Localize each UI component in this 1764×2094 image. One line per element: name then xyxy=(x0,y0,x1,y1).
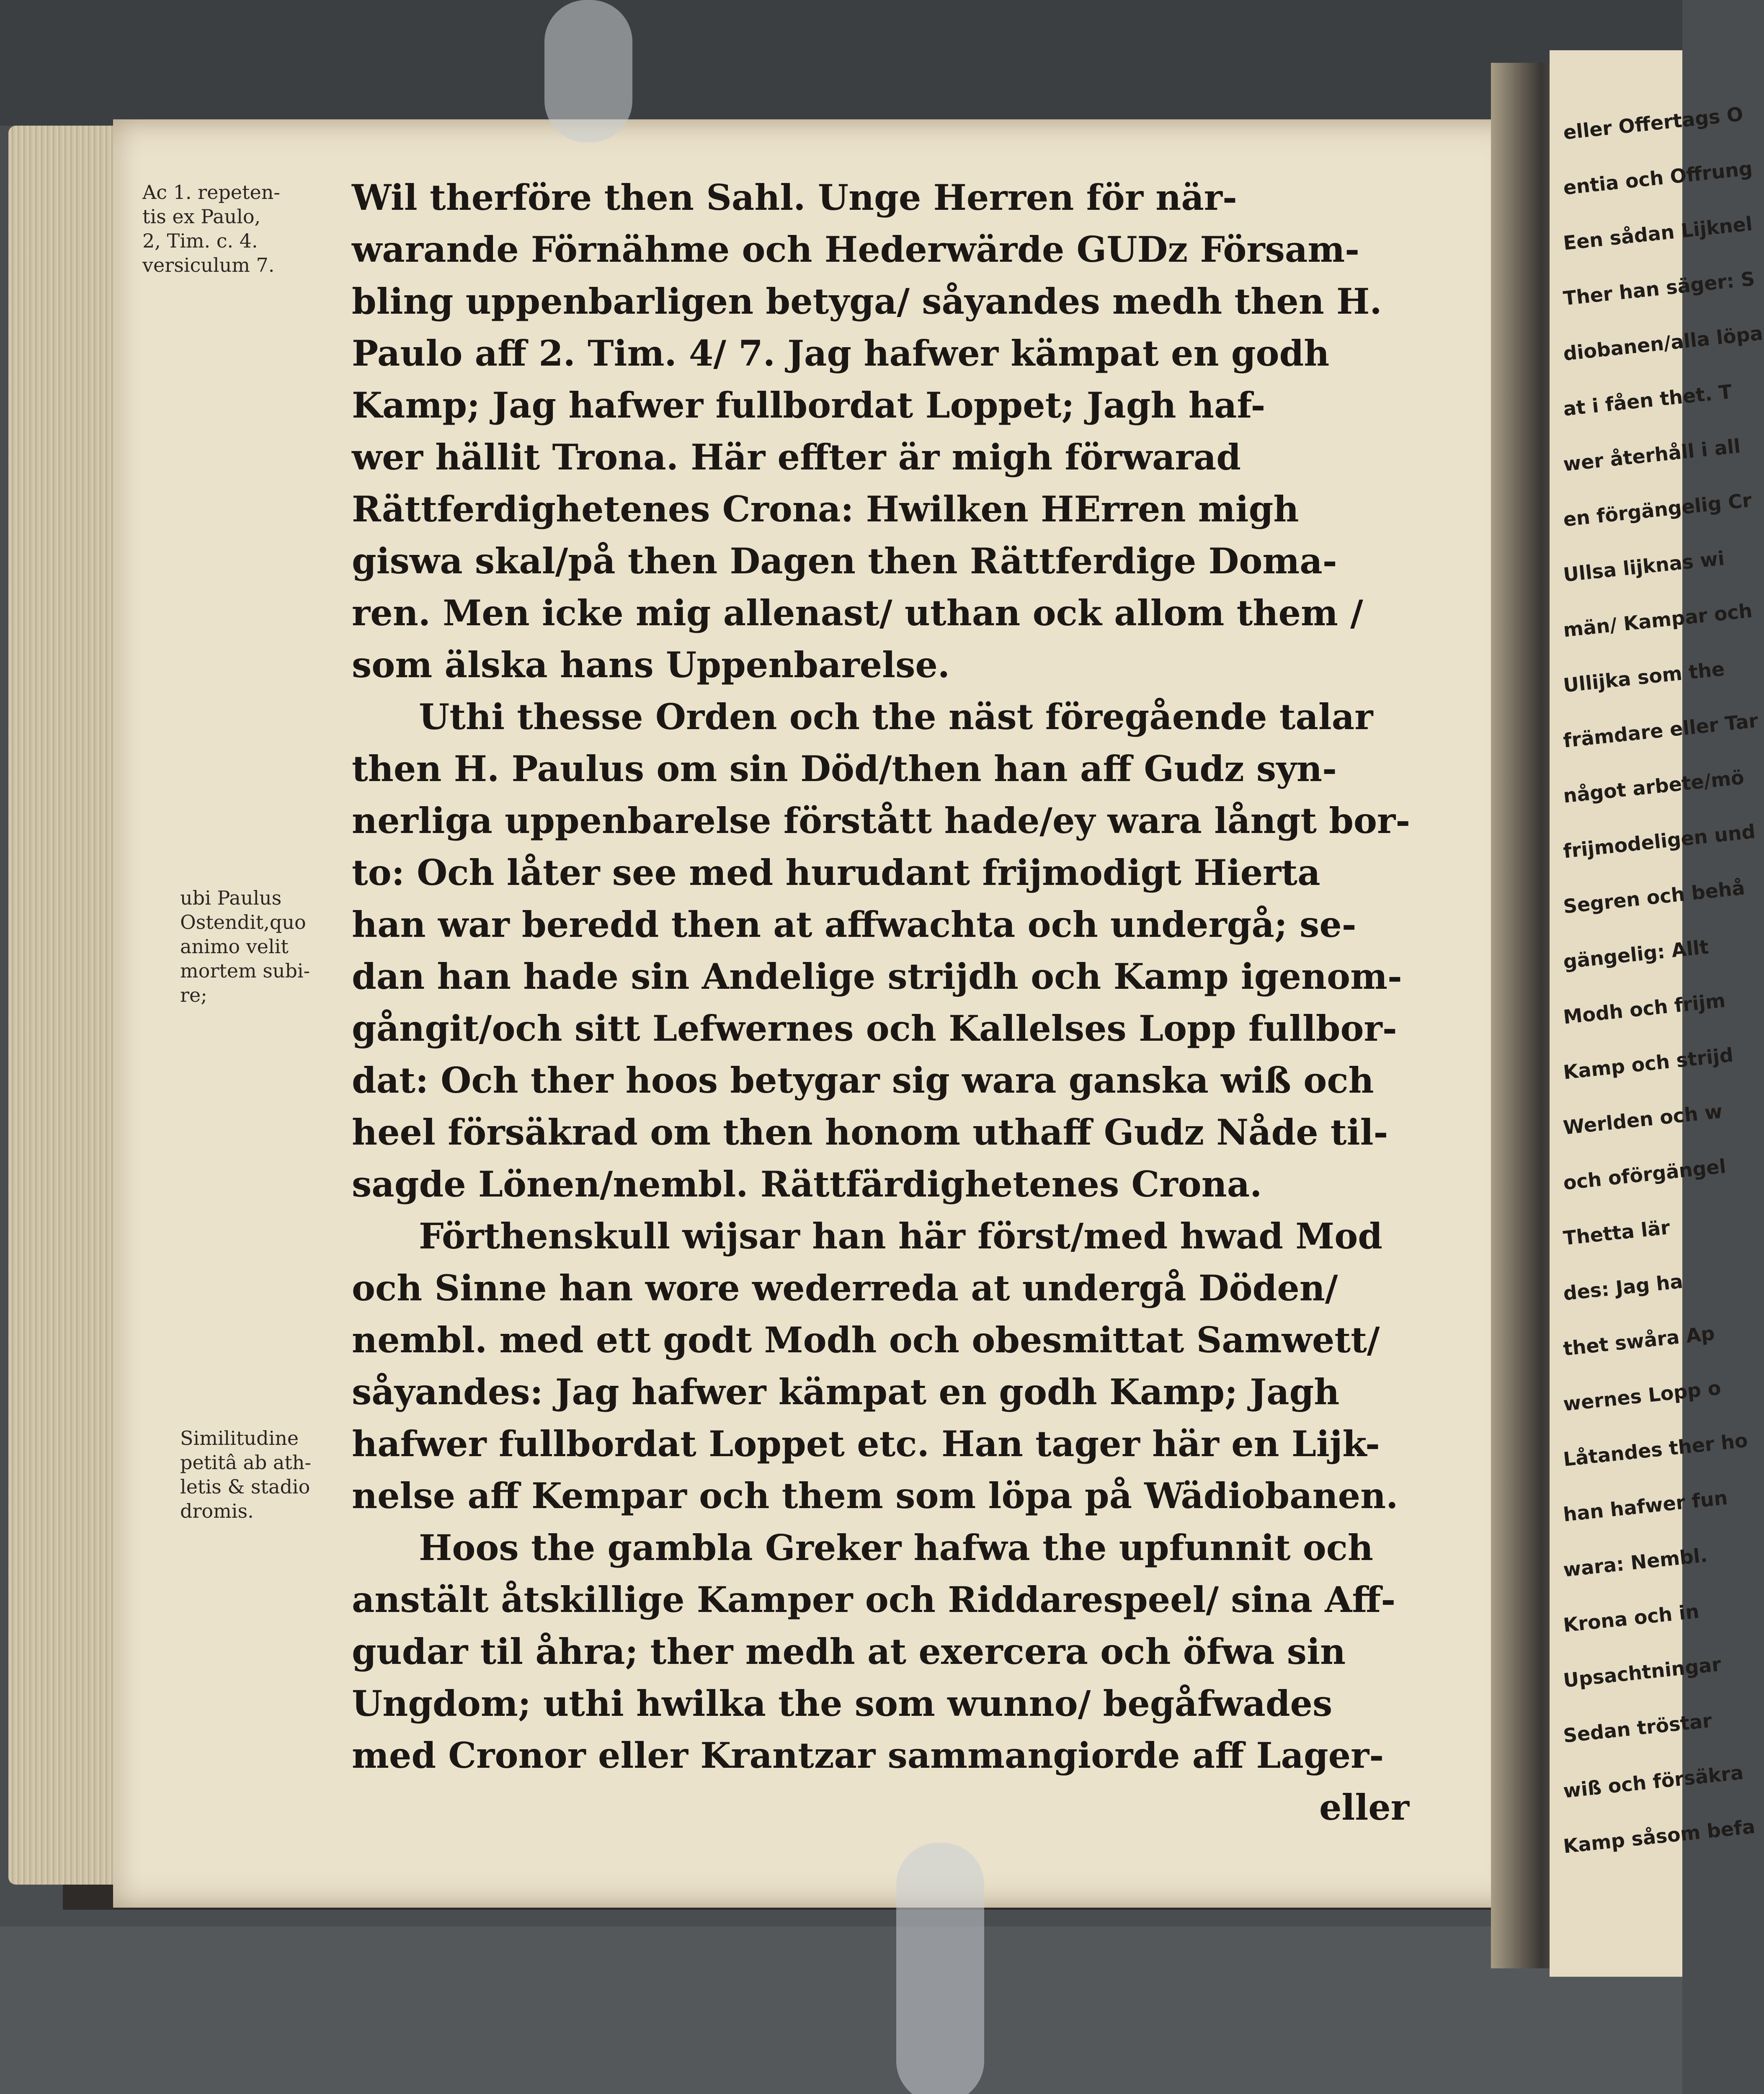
right-page-text-line: något arbete/mö xyxy=(1562,766,1745,807)
book-page-edges xyxy=(8,126,126,1885)
text-line: anstält åtskillige Kamper och Riddarespeel/ sina Aff- xyxy=(352,1579,1396,1620)
text-line: gångit/och sitt Lefwernes och Kallelses Lopp fullbor- xyxy=(352,1008,1397,1049)
text-line: med Cronor eller Krantzar sammangiorde aff Lager- xyxy=(352,1735,1384,1776)
margin-note-similitudine xyxy=(180,1426,311,1523)
text-line: nembl. med ett godt Modh och obesmittat Samwett/ xyxy=(352,1319,1380,1361)
right-page-text-line: Ullsa lijknas wi xyxy=(1562,547,1726,586)
right-page-text-line: en förgängelig Cr xyxy=(1562,488,1753,531)
right-page-text-line: Thetta lär xyxy=(1562,1216,1671,1250)
text-line: nelse aff Kempar och them som löpa på Wädiobanen. xyxy=(352,1475,1398,1516)
text-line: Wil therföre then Sahl. Unge Herren för när- xyxy=(352,177,1237,218)
text-line: som älska hans Uppenbarelse. xyxy=(352,644,950,686)
right-page-text-line: diobanen/alla löpa xyxy=(1562,321,1764,365)
text-line: heel försäkrad om then honom uthaff Gudz Nåde til- xyxy=(352,1111,1388,1153)
text-line: såyandes: Jag hafwer kämpat en godh Kamp; Jagh xyxy=(352,1371,1340,1413)
margin-note-line: mortem subi- xyxy=(180,959,310,982)
right-page-text-line: Upsachtningar xyxy=(1562,1653,1723,1692)
right-page-text-line: män/ Kampar och xyxy=(1562,599,1754,642)
text-line: Förthenskull wijsar han här först/med hwad Mod xyxy=(419,1215,1383,1257)
text-line: Rättferdighetenes Crona: Hwilken HErren migh xyxy=(352,488,1299,530)
right-page-text-line: Een sådan Lijknel xyxy=(1562,212,1754,255)
margin-note-line: 2, Tim. c. 4. xyxy=(142,230,258,252)
right-page-text-line: wiß och försäkra xyxy=(1562,1761,1745,1803)
right-page-text-line: gängelig: Allt xyxy=(1562,935,1710,973)
bottom-page-clip xyxy=(896,1843,984,2094)
text-line: sagde Lönen/nembl. Rättfärdighetenes Crona. xyxy=(352,1163,1262,1205)
right-page-text-line: främdare eller Tar xyxy=(1562,709,1759,752)
margin-note-line: tis ex Paulo, xyxy=(142,205,261,228)
text-line: dan han hade sin Andelige strijdh och Kamp igenom- xyxy=(352,956,1402,997)
right-page-text-line: thet swåra Ap xyxy=(1562,1322,1716,1360)
right-page-text-line: frijmodeligen und xyxy=(1562,820,1756,863)
text-line: to: Och låter see med hurudant frijmodigt Hierta xyxy=(352,852,1320,893)
text-line: Paulo aff 2. Tim. 4/ 7. Jag hafwer kämpat en godh xyxy=(352,333,1330,374)
right-page-text-line: Ther han säger: S xyxy=(1562,267,1756,310)
margin-note-line: petitâ ab ath- xyxy=(180,1451,311,1474)
right-page-text-line: des: Jag ha xyxy=(1562,1270,1684,1305)
text-line: wer hällit Trona. Här effter är migh förwarad xyxy=(352,436,1241,478)
text-line: bling uppenbarligen betyga/ såyandes medh then H. xyxy=(352,281,1382,322)
text-line: warande Förnähme och Hederwärde GUDz Försam- xyxy=(352,229,1360,270)
text-line: then H. Paulus om sin Död/then han aff Gudz syn- xyxy=(352,748,1337,789)
right-page-text-line: Sedan tröstar xyxy=(1562,1709,1713,1747)
text-line: nerliga uppenbarelse förstått hade/ey wara långt bor- xyxy=(352,800,1411,841)
right-page-text-line: wernes Lopp o xyxy=(1562,1376,1722,1416)
margin-note-line: re; xyxy=(180,984,207,1006)
margin-note-line: dromis. xyxy=(180,1500,254,1522)
right-page-text-line: Segren och behå xyxy=(1562,876,1746,918)
margin-note-line: versiculum 7. xyxy=(142,254,275,276)
catchword: eller xyxy=(1319,1787,1409,1828)
text-line: Kamp; Jag hafwer fullbordat Loppet; Jagh haf- xyxy=(352,384,1266,426)
background-bottom xyxy=(0,1926,1682,2094)
top-page-clip xyxy=(544,0,632,142)
text-line: Ungdom; uthi hwilka the som wunno/ begåfwades xyxy=(352,1683,1333,1724)
text-line: dat: Och ther hoos betygar sig wara ganska wiß och xyxy=(352,1060,1374,1101)
right-page-text-line: Werlden och w xyxy=(1562,1100,1724,1139)
margin-note-line: Ostendit,quo xyxy=(180,911,306,934)
text-line: gudar til åhra; ther medh at exercera och öfwa sin xyxy=(352,1631,1346,1672)
right-page-text-line: Krona och in xyxy=(1562,1599,1700,1637)
margin-note-line: letis & stadio xyxy=(180,1475,310,1498)
text-line: han war beredd then at affwachta och undergå; se- xyxy=(352,904,1357,945)
text-line: giswa skal/på then Dagen then Rättferdige Doma- xyxy=(352,540,1337,582)
right-page-text-line: wer återhåll i all xyxy=(1562,434,1742,476)
right-page-text-line: at i fåen thet. T xyxy=(1562,380,1733,420)
margin-note-line: Similitudine xyxy=(180,1427,299,1449)
right-page-text-line: eller Offertags O xyxy=(1562,102,1744,144)
background-top xyxy=(0,0,1682,126)
right-page xyxy=(1550,50,1764,1977)
text-line: och Sinne han wore wederreda at undergå Döden/ xyxy=(352,1267,1338,1309)
right-page-text-line: Ullijka som the xyxy=(1562,657,1726,697)
text-line: Hoos the gambla Greker hafwa the upfunnit och xyxy=(419,1527,1373,1568)
margin-note-line: animo velit xyxy=(180,935,289,958)
margin-note-line: Ac 1. repeten- xyxy=(142,181,280,204)
text-line: ren. Men icke mig allenast/ uthan ock allom them / xyxy=(352,592,1363,634)
right-page-text-line: han hafwer fun xyxy=(1562,1486,1729,1526)
right-page-text-line: Låtandes ther ho xyxy=(1562,1429,1749,1471)
margin-note-line: ubi Paulus xyxy=(180,887,282,909)
right-page-text-line: Kamp och strijd xyxy=(1562,1043,1735,1084)
margin-note-paulus xyxy=(180,886,310,1007)
text-line: hafwer fullbordat Loppet etc. Han tager här en Lijk- xyxy=(352,1423,1380,1465)
right-page-text-line: wara: Nembl. xyxy=(1562,1543,1709,1581)
margin-note-reference xyxy=(142,180,280,277)
right-page-text-line: Modh och frijm xyxy=(1562,989,1727,1029)
right-page-text-line: entia och Offrung xyxy=(1562,157,1754,199)
text-line: Uthi thesse Orden och the näst föregående talar xyxy=(419,696,1373,738)
right-page-text-line: Kamp såsom befa xyxy=(1562,1815,1756,1858)
right-page-text-line: och oförgängel xyxy=(1562,1155,1727,1194)
